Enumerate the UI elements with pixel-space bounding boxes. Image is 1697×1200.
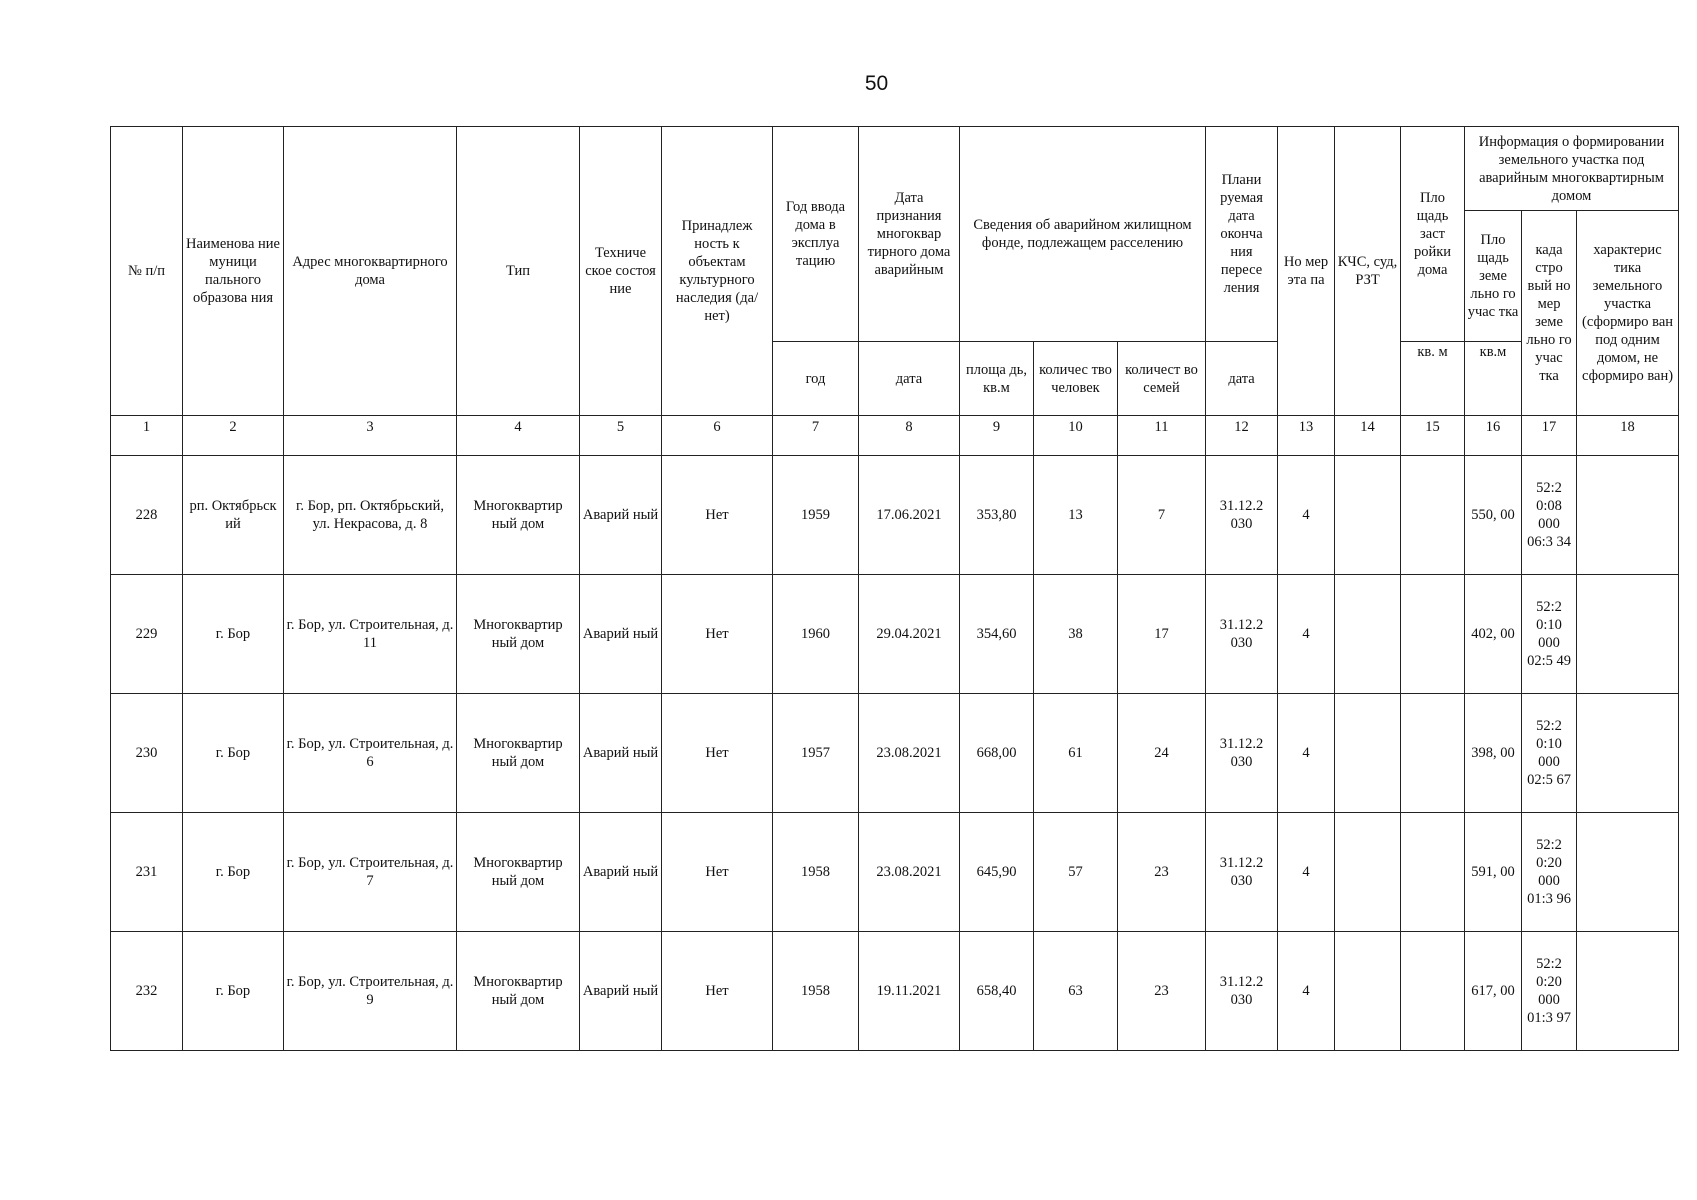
header-building-area: Пло щадь заст ройки дома	[1401, 127, 1465, 342]
column-number: 3	[284, 416, 457, 456]
building-area-cell	[1401, 813, 1465, 932]
column-number: 4	[457, 416, 580, 456]
subheader-people: количес тво человек	[1034, 342, 1118, 416]
area-cell: 353,80	[960, 456, 1034, 575]
type-cell: Многоквартир ный дом	[457, 813, 580, 932]
characteristic-cell	[1577, 813, 1679, 932]
cadastre-cell: 52:2 0:08 000 06:3 34	[1522, 456, 1577, 575]
column-numbers-row	[111, 416, 1679, 456]
land-area-cell: 591, 00	[1465, 813, 1522, 932]
area-cell: 658,40	[960, 932, 1034, 1051]
header-municipality: Наименова ние муници пального образова ния	[183, 127, 284, 416]
column-number: 6	[662, 416, 773, 456]
plan-date-cell: 31.12.2 030	[1206, 694, 1278, 813]
stage-cell: 4	[1278, 694, 1335, 813]
state-cell: Аварий ный	[580, 456, 662, 575]
families-cell: 23	[1118, 813, 1206, 932]
people-cell: 61	[1034, 694, 1118, 813]
row-number: 229	[111, 575, 183, 694]
year-cell: 1960	[773, 575, 859, 694]
column-number: 12	[1206, 416, 1278, 456]
header-stage: Но мер эта па	[1278, 127, 1335, 416]
table-row	[111, 813, 1679, 932]
date-cell: 17.06.2021	[859, 456, 960, 575]
municipality-cell: рп. Октябрьск ий	[183, 456, 284, 575]
land-area-cell: 550, 00	[1465, 456, 1522, 575]
characteristic-cell	[1577, 456, 1679, 575]
heritage-cell: Нет	[662, 694, 773, 813]
heritage-cell: Нет	[662, 813, 773, 932]
stage-cell: 4	[1278, 932, 1335, 1051]
date-cell: 29.04.2021	[859, 575, 960, 694]
address-cell: г. Бор, ул. Строительная, д. 7	[284, 813, 457, 932]
address-cell: г. Бор, рп. Октябрьский, ул. Некрасова, д. 8	[284, 456, 457, 575]
heritage-cell: Нет	[662, 932, 773, 1051]
subheader-families: количест во семей	[1118, 342, 1206, 416]
header-commission-year: Год ввода дома в эксплуа тацию	[773, 127, 859, 342]
state-cell: Аварий ный	[580, 932, 662, 1051]
characteristic-cell	[1577, 694, 1679, 813]
column-number: 11	[1118, 416, 1206, 456]
column-number: 17	[1522, 416, 1577, 456]
header-land-characteristic: характерис тика земельного участка (сформиро ван под одним домом, не сформиро ван)	[1577, 211, 1679, 416]
header-kchs: КЧС, суд, РЗТ	[1335, 127, 1401, 416]
kchs-cell	[1335, 932, 1401, 1051]
header-number: № п/п	[111, 127, 183, 416]
type-cell: Многоквартир ный дом	[457, 575, 580, 694]
area-cell: 668,00	[960, 694, 1034, 813]
kchs-cell	[1335, 813, 1401, 932]
year-cell: 1957	[773, 694, 859, 813]
column-number: 5	[580, 416, 662, 456]
header-emergency-date: Дата признания многоквар тирного дома аварийным	[859, 127, 960, 342]
header-type: Тип	[457, 127, 580, 416]
date-cell: 23.08.2021	[859, 694, 960, 813]
heritage-cell: Нет	[662, 575, 773, 694]
column-number: 9	[960, 416, 1034, 456]
plan-date-cell: 31.12.2 030	[1206, 456, 1278, 575]
kchs-cell	[1335, 694, 1401, 813]
year-cell: 1959	[773, 456, 859, 575]
subheader-area: площа дь, кв.м	[960, 342, 1034, 416]
subheader-land-area-unit: кв.м	[1465, 342, 1522, 416]
state-cell: Аварий ный	[580, 575, 662, 694]
column-number: 15	[1401, 416, 1465, 456]
table-row	[111, 456, 1679, 575]
subheader-date: дата	[859, 342, 960, 416]
building-area-cell	[1401, 694, 1465, 813]
land-area-cell: 617, 00	[1465, 932, 1522, 1051]
families-cell: 24	[1118, 694, 1206, 813]
state-cell: Аварий ный	[580, 813, 662, 932]
table-row	[111, 575, 1679, 694]
cadastre-cell: 52:2 0:20 000 01:3 97	[1522, 932, 1577, 1051]
column-number: 10	[1034, 416, 1118, 456]
cadastre-cell: 52:2 0:10 000 02:5 49	[1522, 575, 1577, 694]
stage-cell: 4	[1278, 456, 1335, 575]
kchs-cell	[1335, 456, 1401, 575]
municipality-cell: г. Бор	[183, 932, 284, 1051]
characteristic-cell	[1577, 932, 1679, 1051]
header-land-plot-info: Информация о формировании земельного участка под аварийным многоквартирным домом	[1465, 127, 1679, 211]
header-planned-date: Плани руемая дата оконча ния пересе ления	[1206, 127, 1278, 342]
characteristic-cell	[1577, 575, 1679, 694]
land-area-cell: 398, 00	[1465, 694, 1522, 813]
plan-date-cell: 31.12.2 030	[1206, 575, 1278, 694]
plan-date-cell: 31.12.2 030	[1206, 932, 1278, 1051]
land-area-cell: 402, 00	[1465, 575, 1522, 694]
column-number: 18	[1577, 416, 1679, 456]
address-cell: г. Бор, ул. Строительная, д. 11	[284, 575, 457, 694]
column-number: 1	[111, 416, 183, 456]
people-cell: 63	[1034, 932, 1118, 1051]
families-cell: 17	[1118, 575, 1206, 694]
building-area-cell	[1401, 575, 1465, 694]
heritage-cell: Нет	[662, 456, 773, 575]
subheader-building-area-unit: кв. м	[1401, 342, 1465, 416]
people-cell: 38	[1034, 575, 1118, 694]
year-cell: 1958	[773, 932, 859, 1051]
column-number: 14	[1335, 416, 1401, 456]
type-cell: Многоквартир ный дом	[457, 932, 580, 1051]
stage-cell: 4	[1278, 575, 1335, 694]
families-cell: 7	[1118, 456, 1206, 575]
area-cell: 354,60	[960, 575, 1034, 694]
column-number: 13	[1278, 416, 1335, 456]
date-cell: 23.08.2021	[859, 813, 960, 932]
cadastre-cell: 52:2 0:10 000 02:5 67	[1522, 694, 1577, 813]
area-cell: 645,90	[960, 813, 1034, 932]
families-cell: 23	[1118, 932, 1206, 1051]
header-address: Адрес многоквартирного дома	[284, 127, 457, 416]
column-number: 8	[859, 416, 960, 456]
table-row	[111, 932, 1679, 1051]
state-cell: Аварий ный	[580, 694, 662, 813]
header-heritage: Принадлеж ность к объектам культурного наследия (да/нет)	[662, 127, 773, 416]
table-row	[111, 694, 1679, 813]
cadastre-cell: 52:2 0:20 000 01:3 96	[1522, 813, 1577, 932]
column-number: 7	[773, 416, 859, 456]
building-area-cell	[1401, 456, 1465, 575]
address-cell: г. Бор, ул. Строительная, д. 6	[284, 694, 457, 813]
plan-date-cell: 31.12.2 030	[1206, 813, 1278, 932]
column-number: 2	[183, 416, 284, 456]
subheader-year: год	[773, 342, 859, 416]
header-emergency-housing-info: Сведения об аварийном жилищном фонде, подлежащем расселению	[960, 127, 1206, 342]
page-number: 50	[864, 72, 889, 95]
municipality-cell: г. Бор	[183, 575, 284, 694]
type-cell: Многоквартир ный дом	[457, 694, 580, 813]
date-cell: 19.11.2021	[859, 932, 960, 1051]
row-number: 231	[111, 813, 183, 932]
municipality-cell: г. Бор	[183, 813, 284, 932]
building-area-cell	[1401, 932, 1465, 1051]
row-number: 230	[111, 694, 183, 813]
emergency-housing-table	[110, 126, 1679, 1051]
column-number: 16	[1465, 416, 1522, 456]
address-cell: г. Бор, ул. Строительная, д. 9	[284, 932, 457, 1051]
kchs-cell	[1335, 575, 1401, 694]
header-technical-state: Техниче ское состоя ние	[580, 127, 662, 416]
stage-cell: 4	[1278, 813, 1335, 932]
header-land-area: Пло щадь земе льно го учас тка	[1465, 211, 1522, 342]
subheader-plan-date: дата	[1206, 342, 1278, 416]
people-cell: 57	[1034, 813, 1118, 932]
year-cell: 1958	[773, 813, 859, 932]
people-cell: 13	[1034, 456, 1118, 575]
header-cadastre: када стро вый но мер земе льно го учас тка	[1522, 211, 1577, 416]
type-cell: Многоквартир ный дом	[457, 456, 580, 575]
municipality-cell: г. Бор	[183, 694, 284, 813]
row-number: 232	[111, 932, 183, 1051]
row-number: 228	[111, 456, 183, 575]
